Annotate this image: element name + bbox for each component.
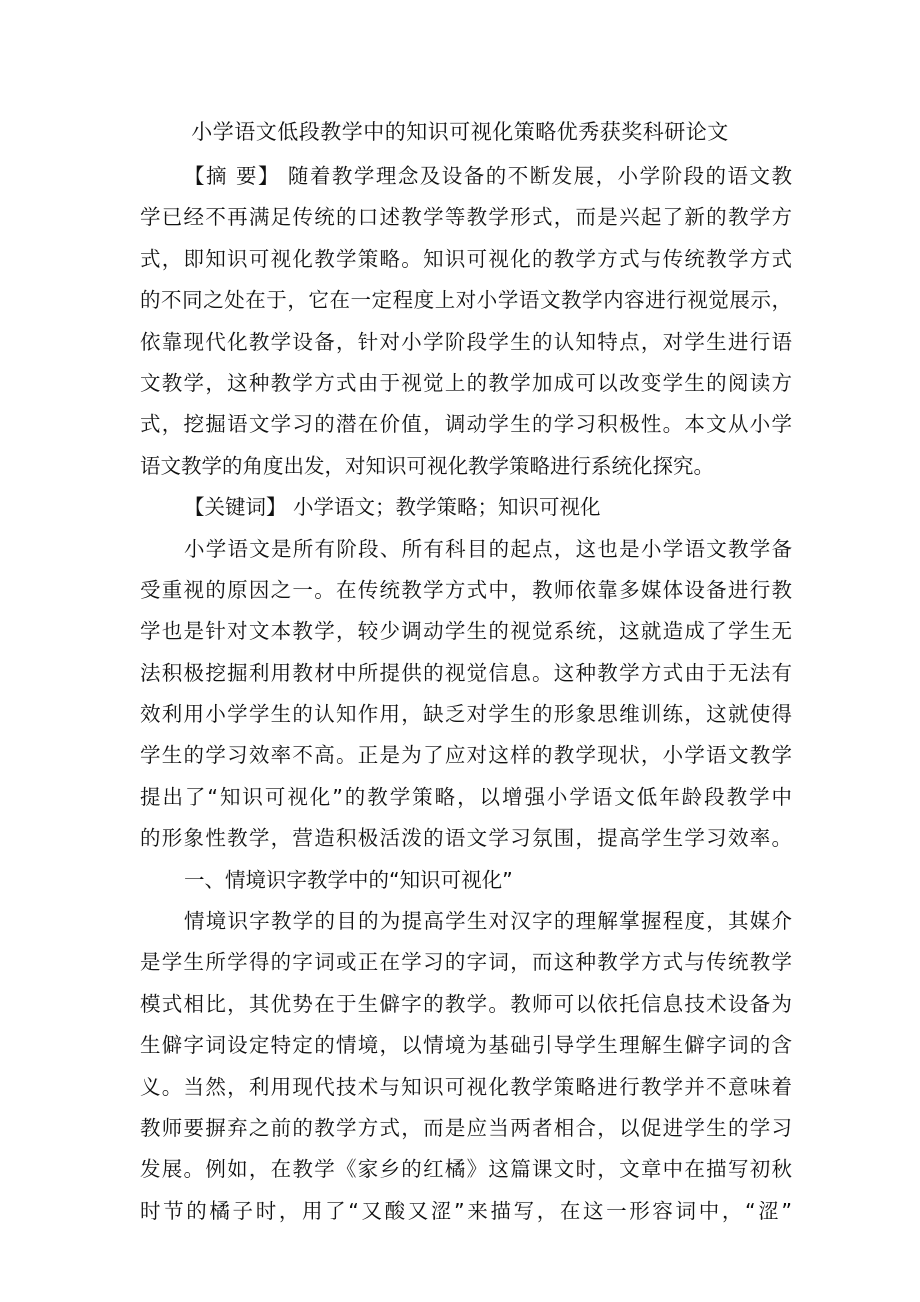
- text-line: 小学语文是所有阶段、所有科目的起点，这也是小学语文教学备: [184, 536, 792, 561]
- text-line: 的形象性教学，营造积极活泼的语文学习氛围，提高学生学习效率。: [140, 826, 792, 851]
- text-line: 式，即知识可视化教学策略。知识可视化的教学方式与传统教学方式: [140, 246, 792, 271]
- text-line: 教师要摒弃之前的教学方式，而是应当两者相合，以促进学生的学习: [140, 1115, 792, 1140]
- text-line: 式，挖掘语文学习的潜在价值，调动学生的学习积极性。本文从小学: [140, 412, 792, 437]
- text-line: 【摘 要】 随着教学理念及设备的不断发展，小学阶段的语文教: [184, 164, 792, 188]
- text-line: 依靠现代化教学设备，针对小学阶段学生的认知特点，对学生进行语: [140, 329, 792, 354]
- text-line: 是学生所学得的字词或正在学习的字词，而这种教学方式与传统教学: [140, 950, 792, 975]
- text-line: 法积极挖掘利用教材中所提供的视觉信息。这种教学方式由于无法有: [140, 660, 792, 685]
- text-line: 受重视的原因之一。在传统教学方式中，教师依靠多媒体设备进行教: [140, 577, 792, 602]
- text-line: 学也是针对文本教学，较少调动学生的视觉系统，这就造成了学生无: [140, 619, 792, 644]
- text-line: 生僻字词设定特定的情境，以情境为基础引导学生理解生僻字词的含: [140, 1033, 792, 1058]
- text-line: 效利用小学学生的认知作用，缺乏对学生的形象思维训练，这就使得: [140, 702, 792, 727]
- text-line: 义。当然，利用现代技术与知识可视化教学策略进行教学并不意味着: [140, 1074, 792, 1099]
- text-line: 提出了“知识可视化”的教学策略，以增强小学语文低年龄段教学中: [140, 784, 792, 809]
- text-line: 的不同之处在于，它在一定程度上对小学语文教学内容进行视觉展示，: [140, 288, 792, 313]
- text-line: 学已经不再满足传统的口述教学等教学形式，而是兴起了新的教学方: [140, 205, 792, 230]
- text-line: 语文教学的角度出发，对知识可视化教学策略进行系统化探究。: [140, 453, 714, 478]
- text-line: 学生的学习效率不高。正是为了应对这样的教学现状，小学语文教学: [140, 743, 792, 768]
- document-title: 小学语文低段教学中的知识可视化策略优秀获奖科研论文: [191, 120, 729, 144]
- document-body: [140, 156, 792, 1232]
- text-line: 时节的橘子时，用了“又酸又涩”来描写，在这一形容词中，“涩”: [140, 1198, 792, 1223]
- text-line: 【关键词】 小学语文；教学策略；知识可视化: [184, 495, 601, 520]
- text-line: 发展。例如，在教学《家乡的红橘》这篇课文时，文章中在描写初秋: [140, 1157, 792, 1182]
- text-line: 情境识字教学的目的为提高学生对汉字的理解掌握程度，其媒介: [184, 909, 792, 934]
- text-line: 模式相比，其优势在于生僻字的教学。教师可以依托信息技术设备为: [140, 991, 792, 1016]
- text-line: 文教学，这种教学方式由于视觉上的教学加成可以改变学生的阅读方: [140, 370, 792, 395]
- text-line: 一、情境识字教学中的“知识可视化”: [184, 867, 513, 892]
